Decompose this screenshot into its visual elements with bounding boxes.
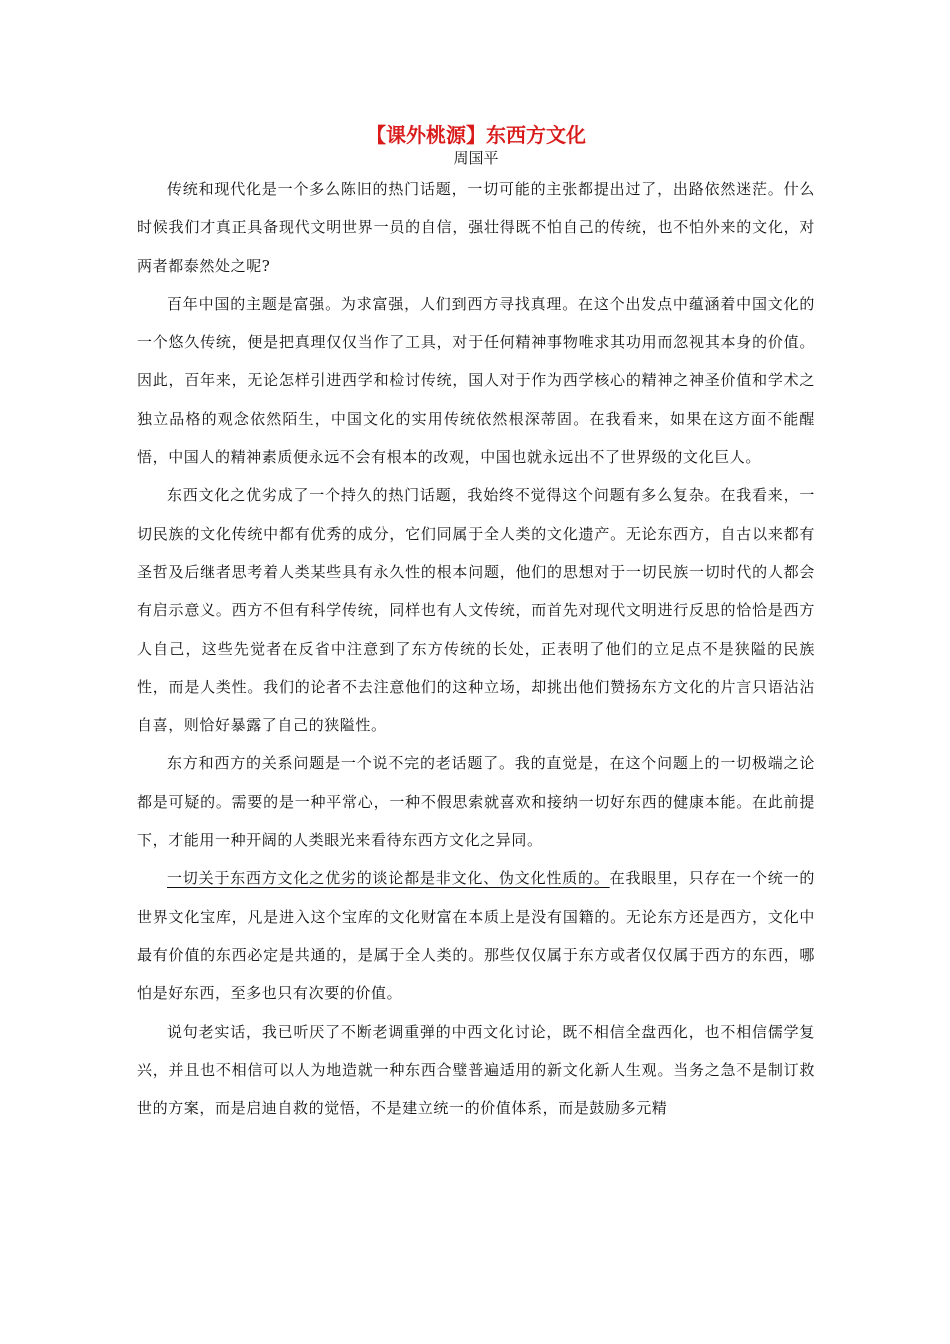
paragraph-1: 传统和现代化是一个多么陈旧的热门话题，一切可能的主张都提出过了，出路依然迷茫。什么时候我们才真正具备现代文明世界一员的自信，强壮得既不怕自己的传统，也不怕外来的文化，对两者都泰然处之呢? (137, 180, 815, 275)
paragraph-5 (137, 859, 815, 1012)
paragraph-3: 东西文化之优劣成了一个持久的热门话题，我始终不觉得这个问题有多么复杂。在我看来，一切民族的文化传统中都有优秀的成分，它们同属于全人类的文化遗产。无论东西方，自古以来都有圣哲及后继者思考着人类某些具有永久性的根本问题，他们的思想对于一切民族一切时代的人都会有启示意义。西方不但有科学传统，同样也有人文传统，而首先对现代文明进行反思的恰恰是西方人自己，这些先觉者在反省中注意到了东方传统的长处，正表明了他们的立足点不是狭隘的民族性，而是人类性。我们的论者不去注意他们的这种立场，却挑出他们赞扬东方文化的片言只语沾沾自喜，则恰好暴露了自己的狭隘性。 (137, 486, 815, 735)
document-page (137, 122, 815, 1127)
paragraph-5-text: 在我眼里，只存在一个统一的世界文化宝库，凡是进入这个宝库的文化财富在本质上是没有国籍的。无论东方还是西方，文化中最有价值的东西必定是共通的，是属于全人类的。那些仅仅属于东方或者仅仅属于西方的东西，哪怕是好东西，至多也只有次要的价值。 (137, 869, 815, 1003)
paragraph-2: 百年中国的主题是富强。为求富强，人们到西方寻找真理。在这个出发点中蕴涵着中国文化的一个悠久传统，便是把真理仅仅当作了工具，对于任何精神事物唯求其功用而忽视其本身的价值。因此，百年来，无论怎样引进西学和检讨传统，国人对于作为西学核心的精神之神圣价值和学术之独立品格的观念依然陌生，中国文化的实用传统依然根深蒂固。在我看来，如果在这方面不能醒悟，中国人的精神素质便永远不会有根本的改观，中国也就永远出不了世界级的文化巨人。 (137, 294, 815, 467)
document-title: 【课外桃源】东西方文化 (366, 123, 586, 147)
paragraph-6: 说句老实话，我已听厌了不断老调重弹的中西文化讨论，既不相信全盘西化，也不相信儒学复兴，并且也不相信可以人为地造就一种东西合璧普遍适用的新文化新人生观。当务之急不是制订救世的方案，而是启迪自救的觉悟，不是建立统一的价值体系，而是鼓励多元精 (137, 1022, 815, 1118)
paragraph-4: 东方和西方的关系问题是一个说不完的老话题了。我的直觉是，在这个问题上的一切极端之论都是可疑的。需要的是一种平常心，一种不假思索就喜欢和接纳一切好东西的健康本能。在此前提下，才能用一种开阔的人类眼光来看待东西方文化之异同。 (137, 754, 815, 850)
underlined-sentence: 一切关于东西方文化之优劣的谈论都是非文化、伪文化性质的。 (167, 869, 610, 888)
document-author: 周国平 (453, 149, 499, 167)
